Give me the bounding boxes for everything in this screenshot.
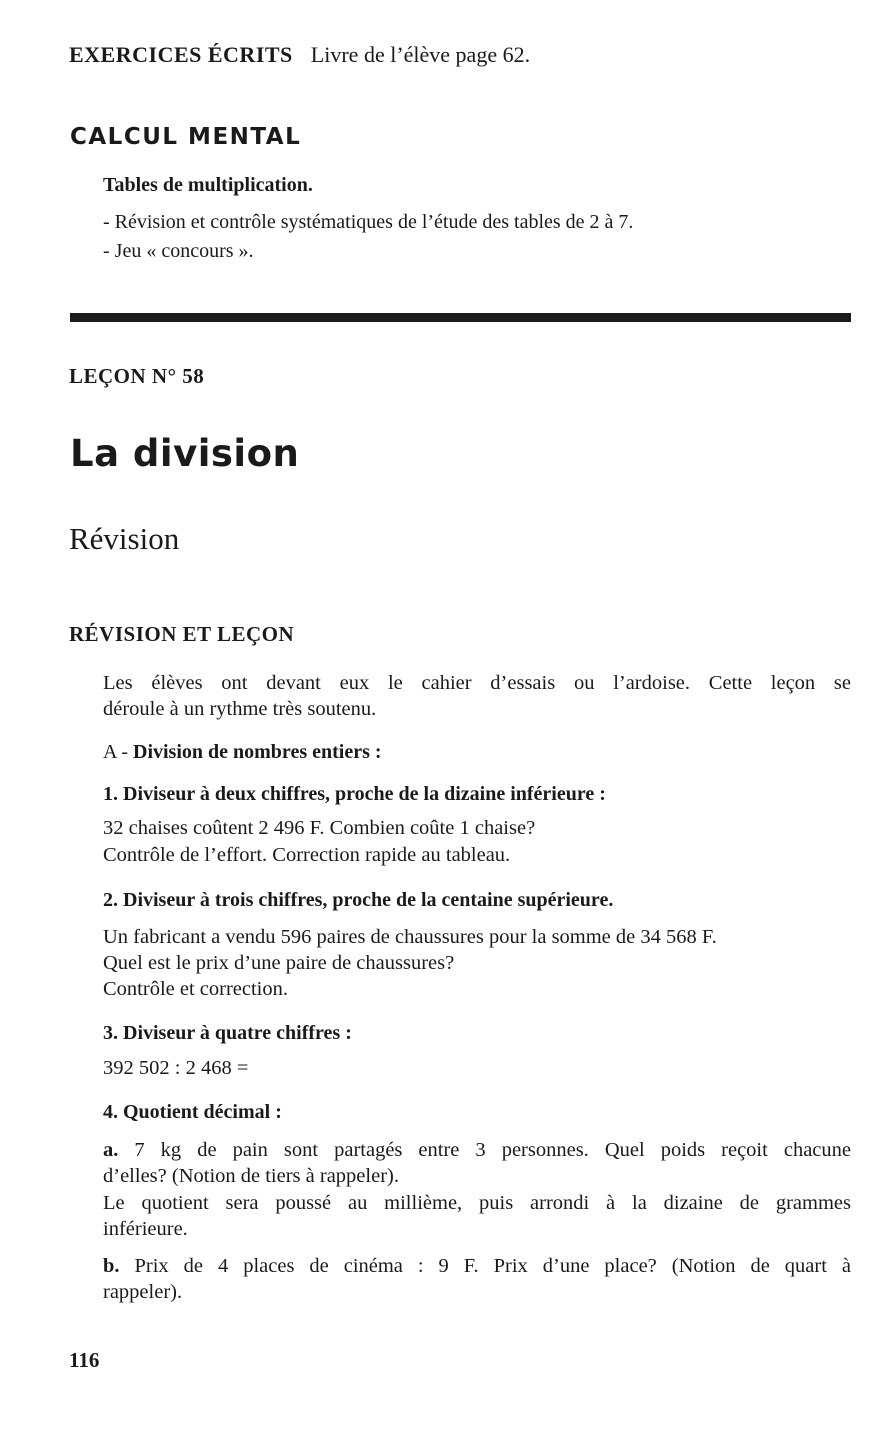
item1-text: 32 chaises coûtent 2 496 F. Combien coûte 1 chaise? bbox=[103, 817, 536, 839]
item4a-text: inférieure. bbox=[103, 1218, 188, 1240]
calcul-mental-subheading: Tables de multiplication. bbox=[103, 174, 313, 196]
item3-text: 392 502 : 2 468 = bbox=[103, 1057, 249, 1079]
item4a-line: 7 kg de pain sont partagés entre 3 personnes. Quel poids reçoit chacune bbox=[118, 1139, 851, 1161]
part-a-title: Division de nombres entiers : bbox=[133, 741, 382, 763]
item4a-label: a. bbox=[103, 1139, 119, 1161]
revision-heading: RÉVISION ET LEÇON bbox=[69, 622, 295, 646]
intro-text: Les élèves ont devant eux le cahier d’essais ou l’ardoise. Cette leçon se bbox=[103, 672, 851, 694]
exercices-header bbox=[69, 42, 530, 68]
lesson-subtitle: Révision bbox=[69, 521, 180, 556]
item4b-line: Prix de 4 places de cinéma : 9 F. Prix d’une place? (Notion de quart à bbox=[119, 1255, 851, 1277]
item4b-label: b. bbox=[103, 1255, 120, 1277]
item2-text: Contrôle et correction. bbox=[103, 978, 289, 1000]
item4b-text: rappeler). bbox=[103, 1281, 183, 1303]
part-a-heading bbox=[103, 741, 382, 764]
page-number: 116 bbox=[69, 1348, 100, 1372]
item1-title: 1. Diviseur à deux chiffres, proche de la dizaine inférieure : bbox=[103, 783, 606, 805]
item4a-text: d’elles? (Notion de tiers à rappeler). bbox=[103, 1165, 399, 1187]
lesson-number: LEÇON N° 58 bbox=[69, 364, 205, 388]
part-a-prefix: A - bbox=[103, 741, 133, 763]
item1-text: Contrôle de l’effort. Correction rapide au tableau. bbox=[103, 844, 511, 866]
calcul-mental-item: - Révision et contrôle systématiques de l’étude des tables de 2 à 7. bbox=[103, 211, 634, 233]
item4a-text bbox=[103, 1139, 851, 1162]
item4a-text: Le quotient sera poussé au millième, puis arrondi à la dizaine de grammes bbox=[103, 1192, 851, 1214]
item2-text: Quel est le prix d’une paire de chaussures? bbox=[103, 952, 455, 974]
item3-title: 3. Diviseur à quatre chiffres : bbox=[103, 1022, 352, 1044]
intro-text: déroule à un rythme très soutenu. bbox=[103, 698, 377, 720]
calcul-mental-heading: CALCUL MENTAL bbox=[70, 124, 302, 150]
item2-text: Un fabricant a vendu 596 paires de chaussures pour la somme de 34 568 F. bbox=[103, 926, 717, 948]
item4-title: 4. Quotient décimal : bbox=[103, 1101, 282, 1123]
section-divider bbox=[70, 313, 851, 322]
exercices-reference: Livre de l’élève page 62. bbox=[310, 42, 531, 67]
lesson-title: La division bbox=[70, 432, 300, 475]
item2-title: 2. Diviseur à trois chiffres, proche de la centaine supérieure. bbox=[103, 889, 614, 911]
item4b-text bbox=[103, 1255, 851, 1278]
exercices-label: EXERCICES ÉCRITS bbox=[69, 42, 293, 67]
calcul-mental-item: - Jeu « concours ». bbox=[103, 240, 254, 262]
